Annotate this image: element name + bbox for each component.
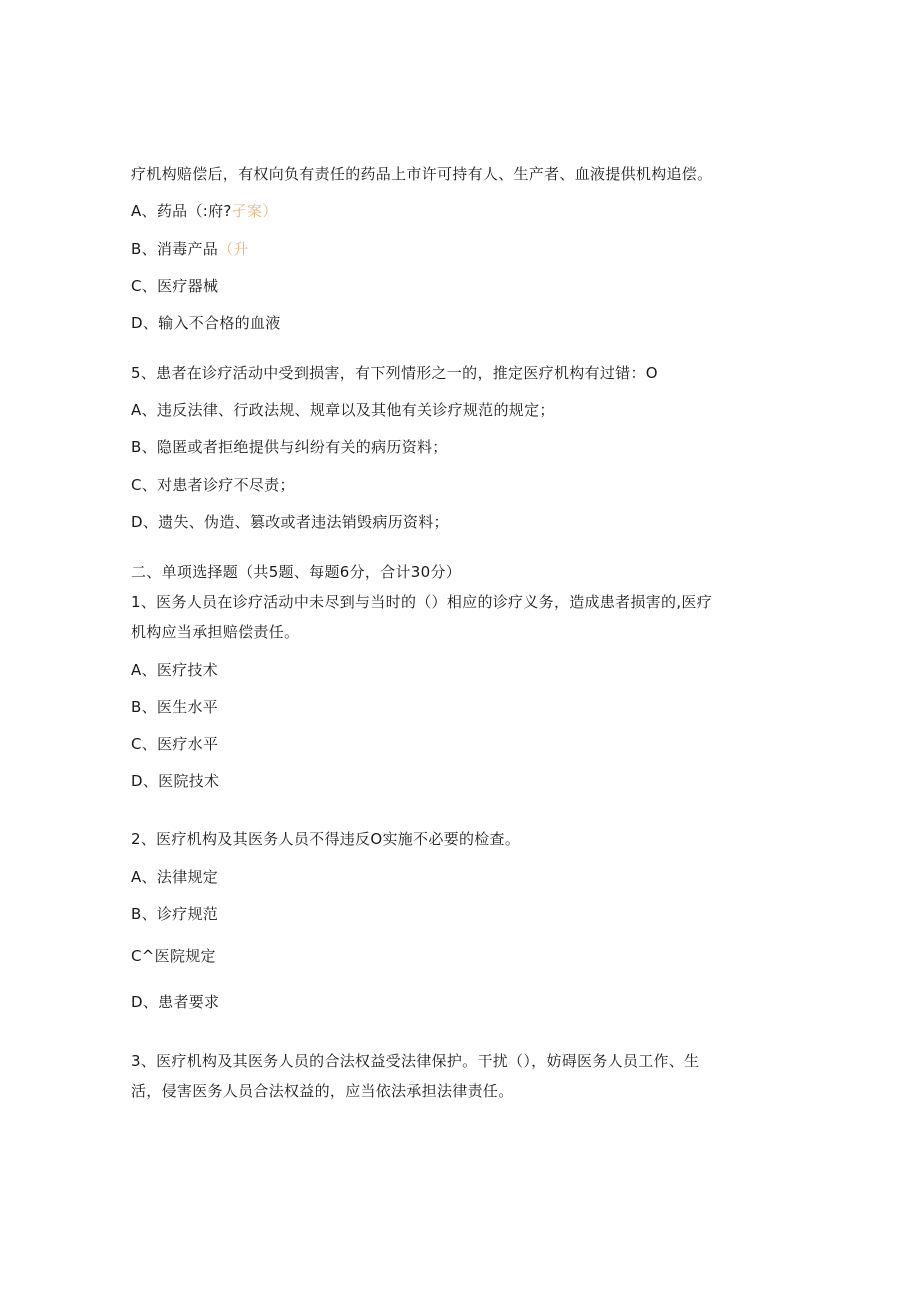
- question-1-line-1: [131, 592, 712, 612]
- q5-option-c: [131, 475, 295, 495]
- option-text: B、医生水平: [131, 698, 219, 716]
- q1-option-b: [131, 697, 218, 717]
- section-title: 二、单项选择题（共5题、每题6分，合计30分）: [131, 563, 462, 581]
- option-text: C、医疗水平: [131, 735, 219, 753]
- question-text: 1、医务人员在诊疗活动中未尽到与当时的（）相应的诊疗义务，造成患者损害的,医疗: [131, 593, 713, 611]
- question-text: 3、医疗机构及其医务人员的合法权益受法律保护。干扰（），妨碍医务人员工作、生: [131, 1052, 700, 1070]
- text-line-continuation: [131, 164, 712, 184]
- question-3-line-2: [131, 1081, 514, 1101]
- text: 疗机构赔偿后，有权向负有责任的药品上市许可持有人、生产者、血液提供机构追偿。: [131, 165, 713, 183]
- q1-option-c: [131, 734, 218, 754]
- question-1-line-2: [131, 622, 299, 642]
- option-text: A、违反法律、行政法规、规章以及其他有关诊疗规范的规定；: [131, 401, 555, 419]
- q2-option-c: [131, 946, 216, 966]
- option-text: A、法律规定: [131, 868, 219, 886]
- option-text: D、输入不合格的血液: [131, 314, 281, 332]
- question-5: [131, 363, 658, 383]
- option-text: D、医院技术: [131, 772, 220, 790]
- q1-option-a: [131, 660, 218, 680]
- q5-option-d: [131, 512, 449, 532]
- option-text: C、对患者诊疗不尽责；: [131, 476, 295, 494]
- question-2: [131, 829, 520, 849]
- question-3-line-1: [131, 1051, 699, 1071]
- option-text: B、消毒产品: [131, 240, 219, 258]
- option-text: B、隐匿或者拒绝提供与纠纷有关的病历资料；: [131, 438, 448, 456]
- faded-annotation: 孑案）: [231, 202, 278, 220]
- option-text: A、医疗技术: [131, 661, 219, 679]
- q2-option-b: [131, 904, 218, 924]
- option-d-blood: [131, 313, 281, 333]
- question-text: 5、患者在诊疗活动中受到损害，有下列情形之一的，推定医疗机构有过错：O: [131, 364, 658, 382]
- option-text: C、医疗器械: [131, 277, 219, 295]
- option-c-device: [131, 276, 218, 296]
- option-text: C^医院规定: [131, 947, 216, 965]
- question-text: 活，侵害医务人员合法权益的，应当依法承担法律责任。: [131, 1082, 514, 1100]
- option-text: B、诊疗规范: [131, 905, 219, 923]
- q2-option-a: [131, 867, 218, 887]
- q2-option-d: [131, 992, 219, 1012]
- q1-option-d: [131, 771, 219, 791]
- question-text: 机构应当承担赔偿责任。: [131, 623, 300, 641]
- option-a-drug: [131, 201, 278, 221]
- q5-option-b: [131, 437, 448, 457]
- option-text: D、遗失、伪造、篡改或者违法销毁病历资料；: [131, 513, 449, 531]
- q5-option-a: [131, 400, 555, 420]
- question-text: 2、医疗机构及其医务人员不得违反O实施不必要的检查。: [131, 830, 521, 848]
- option-text: D、患者要求: [131, 993, 220, 1011]
- section-heading: [131, 562, 461, 582]
- faded-annotation: （升: [218, 240, 249, 258]
- option-text: A、药品（:府?: [131, 202, 232, 220]
- option-b-disinfectant: [131, 239, 249, 259]
